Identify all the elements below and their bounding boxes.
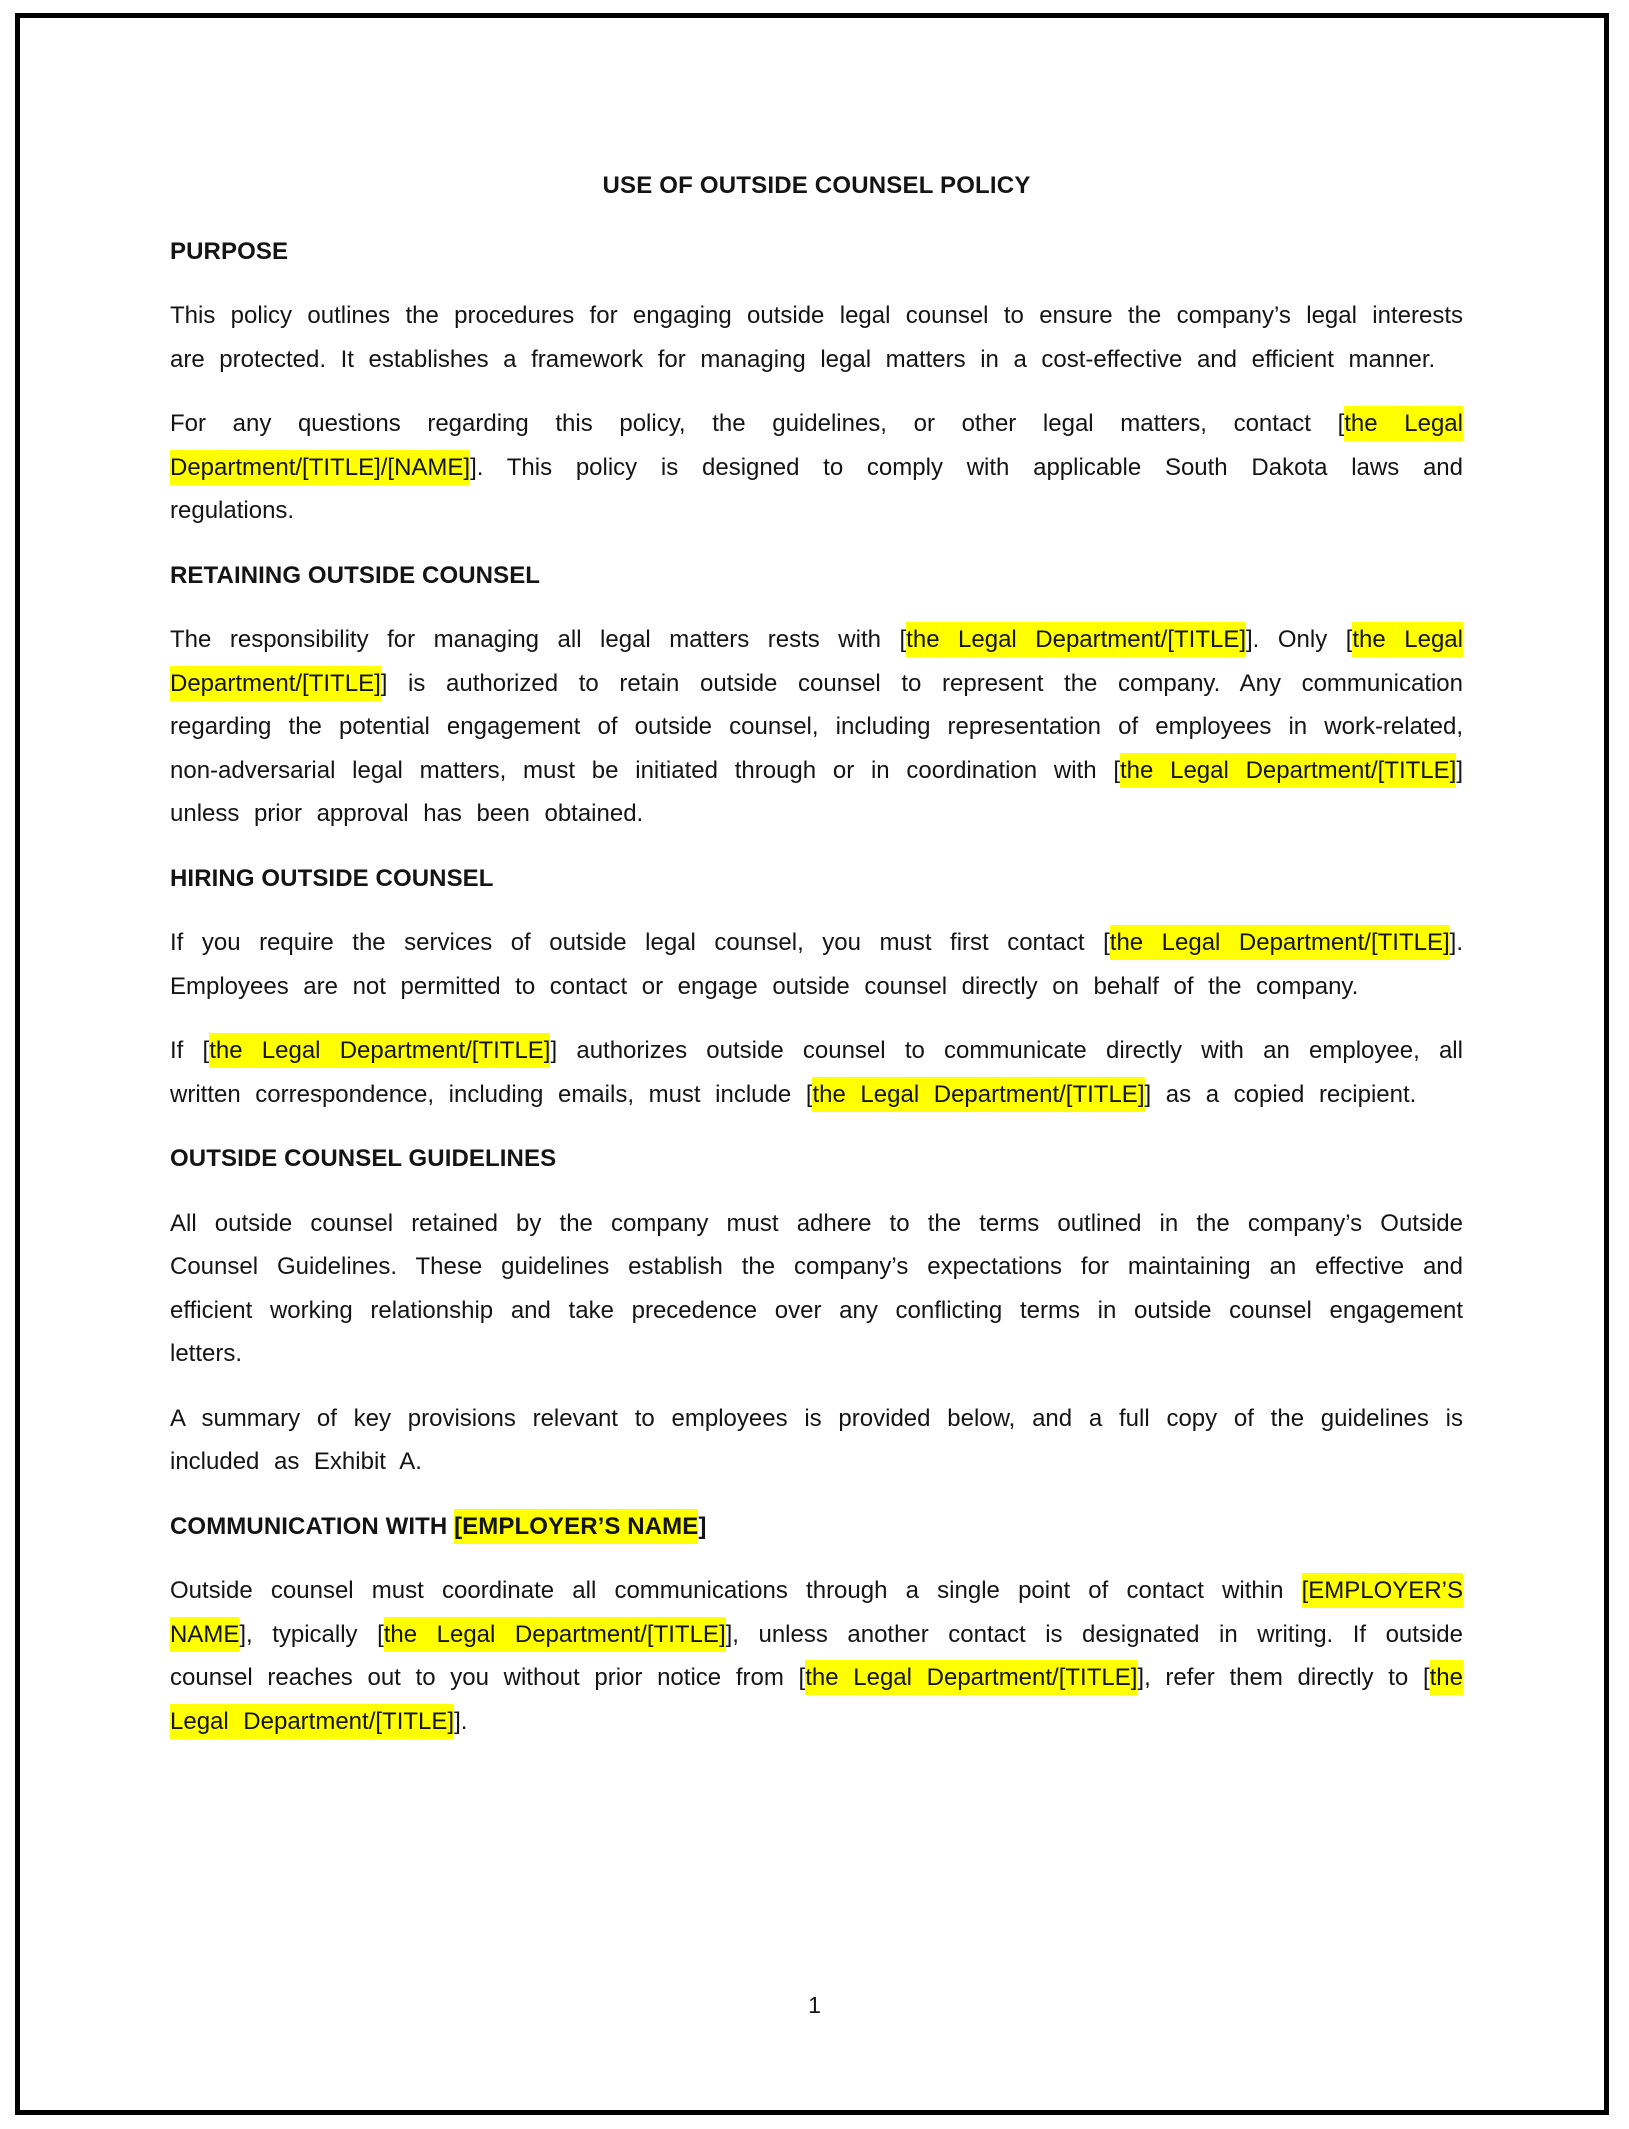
text-segment: ]. <box>454 1707 468 1735</box>
highlight-placeholder: the Legal Department/[TITLE] <box>384 1617 726 1652</box>
paragraph <box>170 294 1463 381</box>
text-segment: Outside counsel must coordinate all communications through a single point of contact within <box>170 1577 1302 1604</box>
heading-segment: HIRING OUTSIDE COUNSEL <box>170 864 494 892</box>
section-heading <box>170 230 1463 274</box>
section-hiring-outside-counsel <box>170 857 1463 1117</box>
text-segment: If [ <box>170 1037 210 1064</box>
text-segment: If you require the services of outside legal counsel, you must first contact [ <box>170 929 1110 956</box>
text-segment: All outside counsel retained by the company must adhere to the terms outlined in the company’s Outside Counsel Guidelines. These guidelines establish the company’s expectations for maintaining an effective and efficient working relationship and take precedence over any conflicting terms in outside counsel engagement letters. <box>170 1209 1463 1367</box>
text-segment: For any questions regarding this policy, the guidelines, or other legal matters, contact [ <box>170 410 1345 437</box>
paragraph <box>170 921 1463 1008</box>
highlight-placeholder: the Legal Department/[TITLE] <box>1110 925 1450 960</box>
text-segment: ]. Employees are not permitted to contact or engage outside counsel directly on behalf of the company. <box>170 929 1463 1000</box>
heading-segment: ] <box>698 1512 707 1540</box>
highlight-placeholder: the Legal Department/[TITLE] <box>170 1660 1463 1739</box>
section-heading <box>170 554 1463 598</box>
paragraph <box>170 1202 1463 1376</box>
highlight-placeholder: the Legal Department/[TITLE] <box>209 1033 550 1068</box>
heading-segment: COMMUNICATION WITH <box>170 1512 455 1540</box>
text-segment: The responsibility for managing all legal matters rests with [ <box>170 626 907 653</box>
heading-segment: OUTSIDE COUNSEL GUIDELINES <box>170 1145 557 1172</box>
page-number: 1 <box>808 1992 821 2018</box>
paragraph <box>170 1397 1463 1484</box>
text-segment: ], refer them directly to [ <box>1137 1664 1430 1691</box>
text-segment: ], unless another contact is designated in writing. If outside counsel reaches out to you without prior notice from [ <box>170 1620 1463 1691</box>
section-outside-counsel-guidelines <box>170 1137 1463 1484</box>
heading-segment: PURPOSE <box>170 237 289 265</box>
text-segment: ], typically [ <box>239 1620 384 1648</box>
text-segment: ]. This policy is designed to comply with applicable South Dakota laws and regulations. <box>170 453 1463 524</box>
section-heading <box>170 857 1463 901</box>
paragraph <box>170 402 1463 533</box>
text-segment: ] as a copied recipient. <box>1144 1080 1417 1108</box>
text-segment: This policy outlines the procedures for engaging outside legal counsel to ensure the company’s legal interests are protected. It establishes a framework for managing legal matters in a cost-effective and efficient manner. <box>170 302 1463 373</box>
section-heading <box>170 1505 1463 1549</box>
text-segment: ] authorizes outside counsel to communicate directly with an employee, all written correspondence, including emails, must include [ <box>170 1037 1463 1108</box>
document-content <box>170 164 1463 1764</box>
highlight-placeholder: the Legal Department/[TITLE] <box>906 622 1246 657</box>
text-segment: ] unless prior approval has been obtained. <box>170 756 1463 827</box>
paragraph <box>170 1029 1463 1116</box>
highlight-placeholder: the Legal Department/[TITLE] <box>170 622 1463 701</box>
highlight-placeholder: the Legal Department/[TITLE]/[NAME] <box>170 406 1463 485</box>
highlight-placeholder: the Legal Department/[TITLE] <box>1120 753 1456 788</box>
highlight-placeholder: [EMPLOYER’S NAME <box>170 1573 1463 1652</box>
paragraph <box>170 618 1463 836</box>
text-segment: A summary of key provisions relevant to employees is provided below, and a full copy of the guidelines is included as Exhibit A. <box>170 1404 1463 1475</box>
heading-segment: RETAINING OUTSIDE COUNSEL <box>170 561 541 589</box>
text-segment: ]. Only [ <box>1246 626 1353 653</box>
section-communication-with-employer <box>170 1505 1463 1744</box>
highlight-placeholder: the Legal Department/[TITLE] <box>805 1660 1137 1695</box>
section-retaining-outside-counsel <box>170 554 1463 836</box>
section-heading <box>170 1137 1463 1181</box>
section-purpose <box>170 230 1463 533</box>
highlight-placeholder: [EMPLOYER’S NAME <box>454 1509 698 1544</box>
document-title: USE OF OUTSIDE COUNSEL POLICY <box>602 172 1031 199</box>
text-segment: ] is authorized to retain outside counsel to represent the company. Any communication regarding the potential engagement of outside counsel, including representation of employees in work-related, non-adversarial legal matters, must be initiated through or in coordination with [ <box>170 669 1463 784</box>
paragraph <box>170 1569 1463 1743</box>
highlight-placeholder: the Legal Department/[TITLE] <box>812 1077 1144 1112</box>
